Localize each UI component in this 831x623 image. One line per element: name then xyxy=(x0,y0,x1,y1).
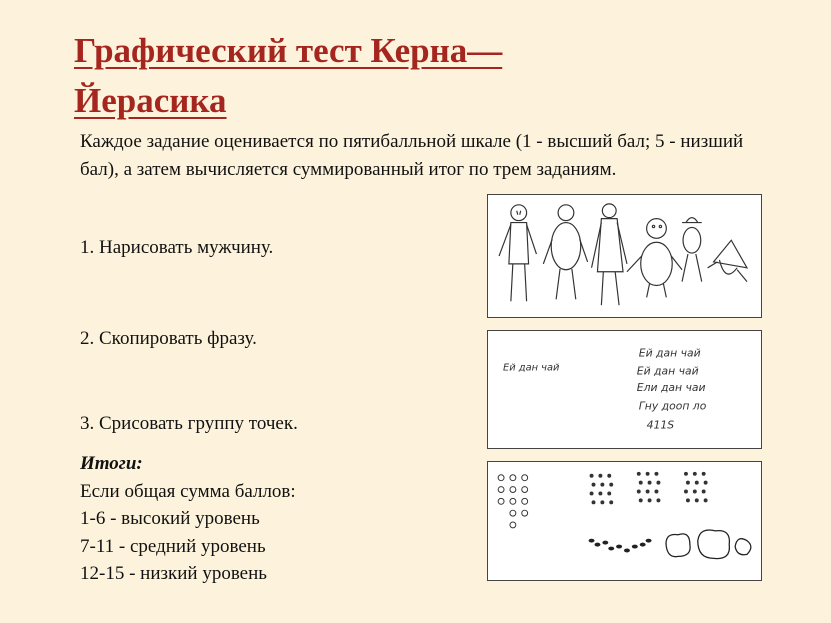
man-figure-6 xyxy=(708,240,747,281)
model-dot xyxy=(498,487,504,493)
copied-dot xyxy=(695,481,699,485)
phrase-samples-image xyxy=(488,331,761,448)
copied-dot xyxy=(600,483,604,487)
model-dot xyxy=(510,510,516,516)
copied-dot xyxy=(654,472,658,476)
copied-dot xyxy=(684,490,688,494)
copied-dot xyxy=(607,492,611,496)
copied-dot xyxy=(686,481,690,485)
copied-dot xyxy=(656,498,660,502)
summary-lead: Если общая сумма баллов: xyxy=(80,480,296,502)
phrase-copy-1: Ей дан чай xyxy=(638,346,701,360)
copied-dot xyxy=(695,498,699,502)
dot-group-samples xyxy=(487,461,762,581)
copied-dot xyxy=(637,472,641,476)
drawing-samples-man xyxy=(487,194,762,318)
copied-dot xyxy=(592,500,596,504)
model-dot xyxy=(522,510,528,516)
model-dot-grid xyxy=(498,475,528,528)
copied-dot xyxy=(639,481,643,485)
copied-dot xyxy=(646,472,650,476)
model-dot xyxy=(510,475,516,481)
man-figure-4 xyxy=(627,219,682,298)
copied-dot xyxy=(693,490,697,494)
copied-dot xyxy=(590,492,594,496)
phrase-model-text: Ей дан чай xyxy=(503,362,560,374)
model-dot xyxy=(522,498,528,504)
copied-dot xyxy=(702,490,706,494)
phrase-copy-2: Ей дан чай xyxy=(636,364,699,378)
copied-dot xyxy=(704,498,708,502)
copied-dot xyxy=(609,500,613,504)
man-figure-3 xyxy=(592,204,627,305)
man-drawings-image xyxy=(488,195,761,317)
man-figure-1 xyxy=(499,205,536,301)
intro-paragraph: Каждое задание оценивается по пятибалльной шкале (1 - высший бал; 5 - низший бал), а затем вычисляется суммированный итог по трем заданиям. xyxy=(80,131,744,180)
copied-dot xyxy=(684,472,688,476)
task-3-label: 3. Срисовать группу точек. xyxy=(80,413,298,434)
copied-dot xyxy=(598,474,602,478)
copied-dot xyxy=(648,498,652,502)
scribble-blobs xyxy=(666,530,751,559)
copied-dot-groups xyxy=(590,472,708,504)
dot-samples-image xyxy=(488,462,761,580)
copied-dot xyxy=(600,500,604,504)
copied-dot xyxy=(656,481,660,485)
copied-dot xyxy=(686,498,690,502)
model-dot xyxy=(510,522,516,528)
phrase-copy-4: Гну дооп ло xyxy=(638,399,707,413)
level-medium: 7-11 - средний уровень xyxy=(80,535,266,557)
summary-header: Итоги: xyxy=(80,453,143,474)
task-1-label: 1. Нарисовать мужчину. xyxy=(80,237,274,258)
copied-dot xyxy=(646,490,650,494)
model-dot xyxy=(522,475,528,481)
summary-block xyxy=(80,450,296,588)
copied-dot xyxy=(648,481,652,485)
copied-dot xyxy=(590,474,594,478)
phrase-copy-5: 411S xyxy=(646,418,675,432)
man-figure-2 xyxy=(543,205,587,299)
model-dot xyxy=(510,487,516,493)
copied-dot xyxy=(702,472,706,476)
copied-dot xyxy=(704,481,708,485)
wavy-dot-line xyxy=(589,539,652,553)
model-dot xyxy=(498,475,504,481)
model-dot xyxy=(498,498,504,504)
task-2-label: 2. Скопировать фразу. xyxy=(80,328,257,349)
copied-dot xyxy=(609,483,613,487)
copied-dot xyxy=(639,498,643,502)
man-figure-5 xyxy=(682,218,702,282)
level-low: 12-15 - низкий уровень xyxy=(80,563,267,584)
model-dot xyxy=(510,498,516,504)
phrase-copy-samples xyxy=(487,330,762,449)
phrase-copy-3: Ели дан чаи xyxy=(636,380,706,394)
model-dot xyxy=(522,487,528,493)
copied-dot xyxy=(592,483,596,487)
copied-dot xyxy=(607,474,611,478)
title-line-2: Йерасика xyxy=(74,81,227,120)
copied-dot xyxy=(693,472,697,476)
slide-title xyxy=(74,26,634,126)
level-high: 1-6 - высокий уровень xyxy=(80,508,260,529)
copied-dot xyxy=(637,490,641,494)
title-line-1: Графический тест Керна— xyxy=(74,31,503,70)
copied-dot xyxy=(654,490,658,494)
copied-dot xyxy=(598,492,602,496)
